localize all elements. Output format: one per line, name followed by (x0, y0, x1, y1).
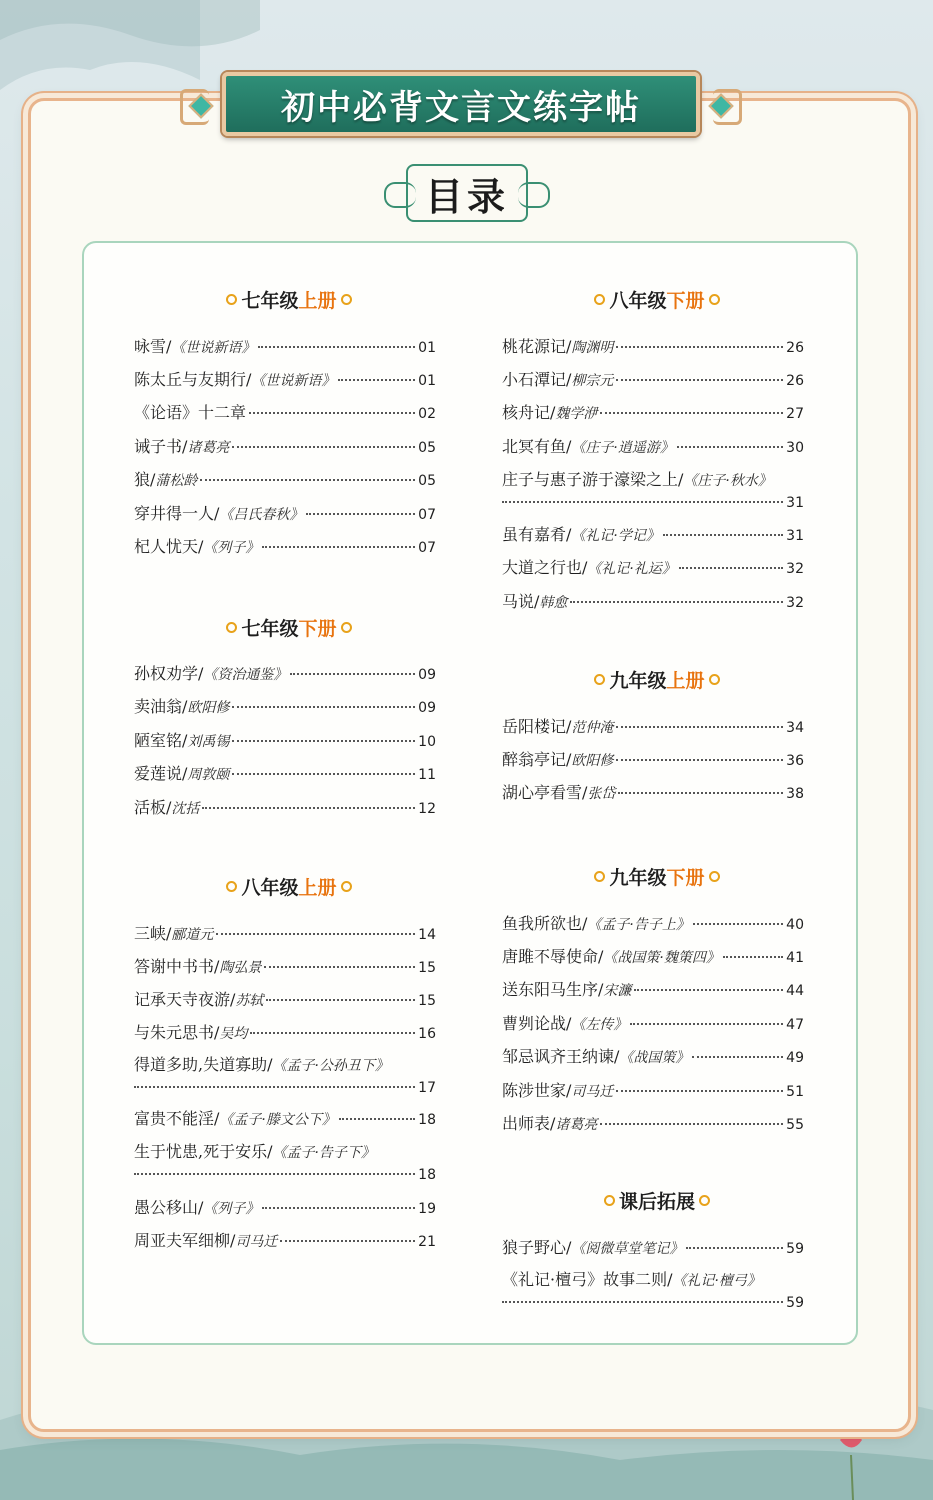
dot-leader (266, 999, 415, 1001)
toc-entry[interactable] (502, 782, 804, 805)
toc-entry[interactable] (134, 696, 436, 719)
entry-page: 14 (418, 927, 436, 943)
section-grade: 七年级 (241, 290, 299, 312)
entry-title: 出师表/ (502, 1114, 556, 1133)
entry-page: 36 (786, 753, 804, 769)
entry-title: 陋室铭/ (134, 731, 188, 750)
dot-leader (677, 446, 783, 448)
dot-leader (134, 1086, 415, 1088)
ornament-dot-icon (594, 294, 605, 305)
section-title (502, 666, 812, 696)
dot-leader (616, 1090, 783, 1092)
entry-title: 穿井得一人/ (134, 504, 220, 523)
toc-entry[interactable] (134, 1141, 436, 1186)
entry-page: 07 (418, 507, 436, 523)
entry-source: 苏轼 (235, 993, 264, 1009)
entry-page: 32 (786, 561, 804, 577)
entry-source: 《庄子·秋水》 (683, 473, 772, 489)
entry-page: 18 (418, 1167, 436, 1183)
entry-title: 马说/ (502, 592, 540, 611)
toc-entry[interactable] (502, 1269, 804, 1314)
entry-page: 05 (418, 473, 436, 489)
dot-leader (232, 706, 415, 708)
section-title (502, 286, 812, 316)
toc-entry[interactable] (134, 1054, 436, 1099)
toc-entry[interactable] (502, 557, 804, 580)
section-title (502, 1187, 812, 1217)
toc-entry[interactable] (134, 1022, 436, 1045)
entry-title: 邹忌讽齐王纳谏/ (502, 1047, 620, 1066)
entry-title: 生于忧患,死于安乐/ (134, 1142, 273, 1161)
dot-leader (232, 446, 415, 448)
entry-page: 26 (786, 373, 804, 389)
dot-leader (616, 759, 783, 761)
section-grade: 七年级 (241, 618, 299, 640)
entry-page: 32 (786, 595, 804, 611)
toc-entry[interactable] (502, 913, 804, 936)
entry-page: 09 (418, 667, 436, 683)
entry-page: 18 (418, 1112, 436, 1128)
entry-page: 16 (418, 1026, 436, 1042)
dot-leader (290, 673, 415, 675)
entry-title: 周亚夫军细柳/ (134, 1231, 236, 1250)
entry-page: 21 (418, 1234, 436, 1250)
entry-title: 《论语》十二章 (134, 403, 247, 422)
entry-page: 47 (786, 1017, 804, 1033)
toc-entry[interactable] (134, 469, 436, 492)
toc-entry[interactable] (502, 436, 804, 459)
dot-leader (262, 546, 415, 548)
ornament-dot-icon (226, 881, 237, 892)
dot-leader (338, 379, 415, 381)
ornament-dot-icon (709, 674, 720, 685)
entry-page: 34 (786, 720, 804, 736)
toc-entry[interactable] (502, 1237, 804, 1260)
entry-page: 59 (786, 1241, 804, 1257)
entry-title: 愚公移山/ (134, 1198, 204, 1217)
entry-page: 12 (418, 801, 436, 817)
toc-entry[interactable] (502, 979, 804, 1002)
toc-entry[interactable] (134, 1108, 436, 1131)
entry-title: 北冥有鱼/ (502, 437, 572, 456)
entry-page: 10 (418, 734, 436, 750)
entry-source: 司马迁 (571, 1084, 614, 1100)
entry-source: 范仲淹 (571, 720, 614, 736)
toc-heading-plaque (406, 164, 528, 222)
entry-page: 07 (418, 540, 436, 556)
entry-page: 01 (418, 340, 436, 356)
dot-leader (616, 346, 783, 348)
dot-leader (618, 792, 783, 794)
entry-source: 《礼记·檀弓》 (672, 1273, 761, 1289)
toc-entry[interactable] (134, 763, 436, 786)
toc-entry[interactable] (134, 503, 436, 526)
entry-title: 湖心亭看雪/ (502, 783, 588, 802)
toc-entry[interactable] (134, 536, 436, 559)
dot-leader (630, 1023, 783, 1025)
toc-entry[interactable] (502, 336, 804, 359)
dot-leader (693, 923, 783, 925)
toc-entry[interactable] (134, 730, 436, 753)
page-title: 初中必背文言文练字帖 (281, 87, 641, 128)
dot-leader (616, 379, 783, 381)
entry-source: 《孟子·告子上》 (587, 917, 690, 933)
ornament-dot-icon (604, 1195, 615, 1206)
dot-leader (570, 601, 783, 603)
entry-title: 咏雪/ (134, 337, 172, 356)
toc-entry[interactable] (134, 923, 436, 946)
entry-page: 15 (418, 993, 436, 1009)
dot-leader (502, 501, 783, 503)
toc-entry[interactable] (134, 797, 436, 820)
ornament-dot-icon (709, 871, 720, 882)
entry-page: 59 (786, 1295, 804, 1311)
entry-source: 《列子》 (203, 1201, 260, 1217)
entry-page: 31 (786, 495, 804, 511)
toc-heading-text: 目录 (424, 173, 509, 219)
toc-entry[interactable] (502, 1080, 804, 1103)
ornament-dot-icon (341, 622, 352, 633)
entry-title: 狼/ (134, 470, 156, 489)
dot-leader (216, 933, 415, 935)
entry-source: 《孟子·告子下》 (272, 1145, 375, 1161)
toc-entry[interactable] (134, 956, 436, 979)
entry-source: 诸葛亮 (187, 440, 230, 456)
entry-page: 55 (786, 1117, 804, 1133)
entry-title: 富贵不能淫/ (134, 1109, 220, 1128)
entry-source: 《阅微草堂笔记》 (571, 1241, 684, 1257)
entry-title: 醉翁亭记/ (502, 750, 572, 769)
entry-title: 得道多助,失道寡助/ (134, 1055, 273, 1074)
title-banner (196, 67, 726, 141)
dot-leader (200, 479, 415, 481)
dot-leader (264, 966, 415, 968)
entry-page: 40 (786, 917, 804, 933)
entry-source: 柳宗元 (571, 373, 614, 389)
section-term: 下册 (666, 290, 705, 312)
entry-title: 活板/ (134, 798, 172, 817)
entry-source: 韩愈 (539, 595, 568, 611)
entry-title: 爱莲说/ (134, 764, 188, 783)
entry-title: 送东阳马生序/ (502, 980, 604, 999)
entry-title: 陈涉世家/ (502, 1081, 572, 1100)
entry-title: 虽有嘉肴/ (502, 525, 572, 544)
entry-page: 30 (786, 440, 804, 456)
entry-title: 曹刿论战/ (502, 1014, 572, 1033)
ornament-dot-icon (341, 881, 352, 892)
section-grade: 课后拓展 (618, 1191, 695, 1213)
entry-source: 魏学洢 (555, 406, 598, 422)
dot-leader (692, 1056, 783, 1058)
entry-title: 答谢中书书/ (134, 957, 220, 976)
entry-page: 11 (418, 767, 436, 783)
entry-title: 《礼记·檀弓》故事二则/ (502, 1270, 673, 1289)
toc-entry[interactable] (502, 369, 804, 392)
dot-leader (262, 1207, 415, 1209)
entry-source: 欧阳修 (187, 700, 230, 716)
section-term: 上册 (666, 670, 705, 692)
dot-leader (250, 1032, 415, 1034)
section-title (134, 873, 444, 903)
toc-entry[interactable] (502, 469, 804, 514)
ornament-dot-icon (226, 294, 237, 305)
toc-entry[interactable] (134, 989, 436, 1012)
entry-title: 陈太丘与友期行/ (134, 370, 252, 389)
toc-entry[interactable] (502, 524, 804, 547)
ornament-dot-icon (594, 674, 605, 685)
entry-page: 31 (786, 528, 804, 544)
entry-page: 02 (418, 406, 436, 422)
entry-source: 《世说新语》 (171, 340, 256, 356)
dot-leader (686, 1247, 783, 1249)
entry-title: 岳阳楼记/ (502, 717, 572, 736)
toc-entry[interactable] (502, 1046, 804, 1069)
entry-title: 与朱元思书/ (134, 1023, 220, 1042)
entry-title: 孙权劝学/ (134, 664, 204, 683)
toc-entry[interactable] (502, 716, 804, 739)
ornament-dot-icon (594, 871, 605, 882)
entry-title: 狼子野心/ (502, 1238, 572, 1257)
entry-source: 《战国策》 (619, 1050, 690, 1066)
dot-leader (600, 412, 783, 414)
entry-title: 唐雎不辱使命/ (502, 947, 604, 966)
entry-title: 记承天寺夜游/ (134, 990, 236, 1009)
section-grade: 九年级 (609, 867, 667, 889)
entry-source: 《世说新语》 (251, 373, 336, 389)
entry-source: 欧阳修 (571, 753, 614, 769)
section-term: 下册 (298, 618, 337, 640)
entry-title: 庄子与惠子游于濠梁之上/ (502, 470, 684, 489)
entry-source: 《孟子·公孙丑下》 (272, 1058, 389, 1074)
ornament-dot-icon (226, 622, 237, 633)
toc-entry[interactable] (134, 663, 436, 686)
entry-source: 宋濂 (603, 983, 632, 999)
dot-leader (600, 1123, 783, 1125)
entry-source: 郦道元 (171, 927, 214, 943)
section-title (502, 863, 812, 893)
entry-source: 沈括 (171, 801, 200, 817)
entry-title: 杞人忧天/ (134, 537, 204, 556)
entry-source: 陶弘景 (219, 960, 262, 976)
entry-page: 05 (418, 440, 436, 456)
entry-title: 小石潭记/ (502, 370, 572, 389)
toc-entry[interactable] (502, 591, 804, 614)
dot-leader (202, 807, 415, 809)
entry-page: 41 (786, 950, 804, 966)
entry-source: 张岱 (587, 786, 616, 802)
entry-title: 桃花源记/ (502, 337, 572, 356)
banner-ornament-right-icon (713, 89, 742, 125)
entry-page: 38 (786, 786, 804, 802)
entry-source: 周敦颐 (187, 767, 230, 783)
entry-source: 《左传》 (571, 1017, 628, 1033)
entry-source: 《资治通鉴》 (203, 667, 288, 683)
entry-source: 陶渊明 (571, 340, 614, 356)
entry-source: 刘禹锡 (187, 734, 230, 750)
entry-page: 17 (418, 1080, 436, 1096)
dot-leader (232, 740, 415, 742)
entry-page: 26 (786, 340, 804, 356)
toc-entry[interactable] (502, 402, 804, 425)
entry-title: 鱼我所欲也/ (502, 914, 588, 933)
entry-page: 27 (786, 406, 804, 422)
toc-entry[interactable] (134, 336, 436, 359)
entry-page: 44 (786, 983, 804, 999)
toc-entry[interactable] (502, 946, 804, 969)
section-grade: 九年级 (609, 670, 667, 692)
entry-source: 《战国策·魏策四》 (603, 950, 720, 966)
entry-title: 大道之行也/ (502, 558, 588, 577)
section-grade: 八年级 (609, 290, 667, 312)
toc-entry[interactable] (134, 1197, 436, 1220)
entry-source: 《吕氏春秋》 (219, 507, 304, 523)
dot-leader (502, 1301, 783, 1303)
entry-source: 《礼记·礼运》 (587, 561, 676, 577)
toc-entry[interactable] (134, 1230, 436, 1253)
entry-source: 司马迁 (235, 1234, 278, 1250)
dot-leader (723, 956, 783, 958)
toc-entry[interactable] (134, 369, 436, 392)
entry-page: 19 (418, 1201, 436, 1217)
section-term: 上册 (298, 290, 337, 312)
entry-page: 51 (786, 1084, 804, 1100)
dot-leader (306, 513, 415, 515)
section-title (134, 286, 444, 316)
dot-leader (258, 346, 415, 348)
toc-entry[interactable] (502, 749, 804, 772)
entry-page: 01 (418, 373, 436, 389)
section-title (134, 614, 444, 644)
dot-leader (663, 534, 783, 536)
section-grade: 八年级 (241, 877, 299, 899)
ornament-dot-icon (341, 294, 352, 305)
entry-source: 《礼记·学记》 (571, 528, 660, 544)
entry-source: 吴均 (219, 1026, 248, 1042)
title-plate (222, 72, 700, 136)
dot-leader (339, 1118, 415, 1120)
dot-leader (134, 1173, 415, 1175)
entry-source: 《孟子·滕文公下》 (219, 1112, 336, 1128)
dot-leader (280, 1240, 415, 1242)
ornament-dot-icon (699, 1195, 710, 1206)
entry-page: 49 (786, 1050, 804, 1066)
entry-page: 09 (418, 700, 436, 716)
dot-leader (249, 412, 415, 414)
toc-entry[interactable] (502, 1113, 804, 1136)
entry-title: 三峡/ (134, 924, 172, 943)
section-term: 下册 (666, 867, 705, 889)
entry-source: 《列子》 (203, 540, 260, 556)
dot-leader (634, 989, 783, 991)
entry-source: 《庄子·逍遥游》 (571, 440, 674, 456)
dot-leader (679, 567, 783, 569)
section-term: 上册 (298, 877, 337, 899)
toc-heading (386, 160, 548, 226)
dot-leader (616, 726, 783, 728)
entry-source: 诸葛亮 (555, 1117, 598, 1133)
entry-title: 核舟记/ (502, 403, 556, 422)
entry-title: 卖油翁/ (134, 697, 188, 716)
toc-entry[interactable] (134, 436, 436, 459)
ornament-dot-icon (709, 294, 720, 305)
entry-page: 15 (418, 960, 436, 976)
toc-entry[interactable] (502, 1013, 804, 1036)
entry-title: 诫子书/ (134, 437, 188, 456)
dot-leader (232, 773, 415, 775)
entry-source: 蒲松龄 (155, 473, 198, 489)
toc-entry[interactable] (134, 402, 436, 425)
